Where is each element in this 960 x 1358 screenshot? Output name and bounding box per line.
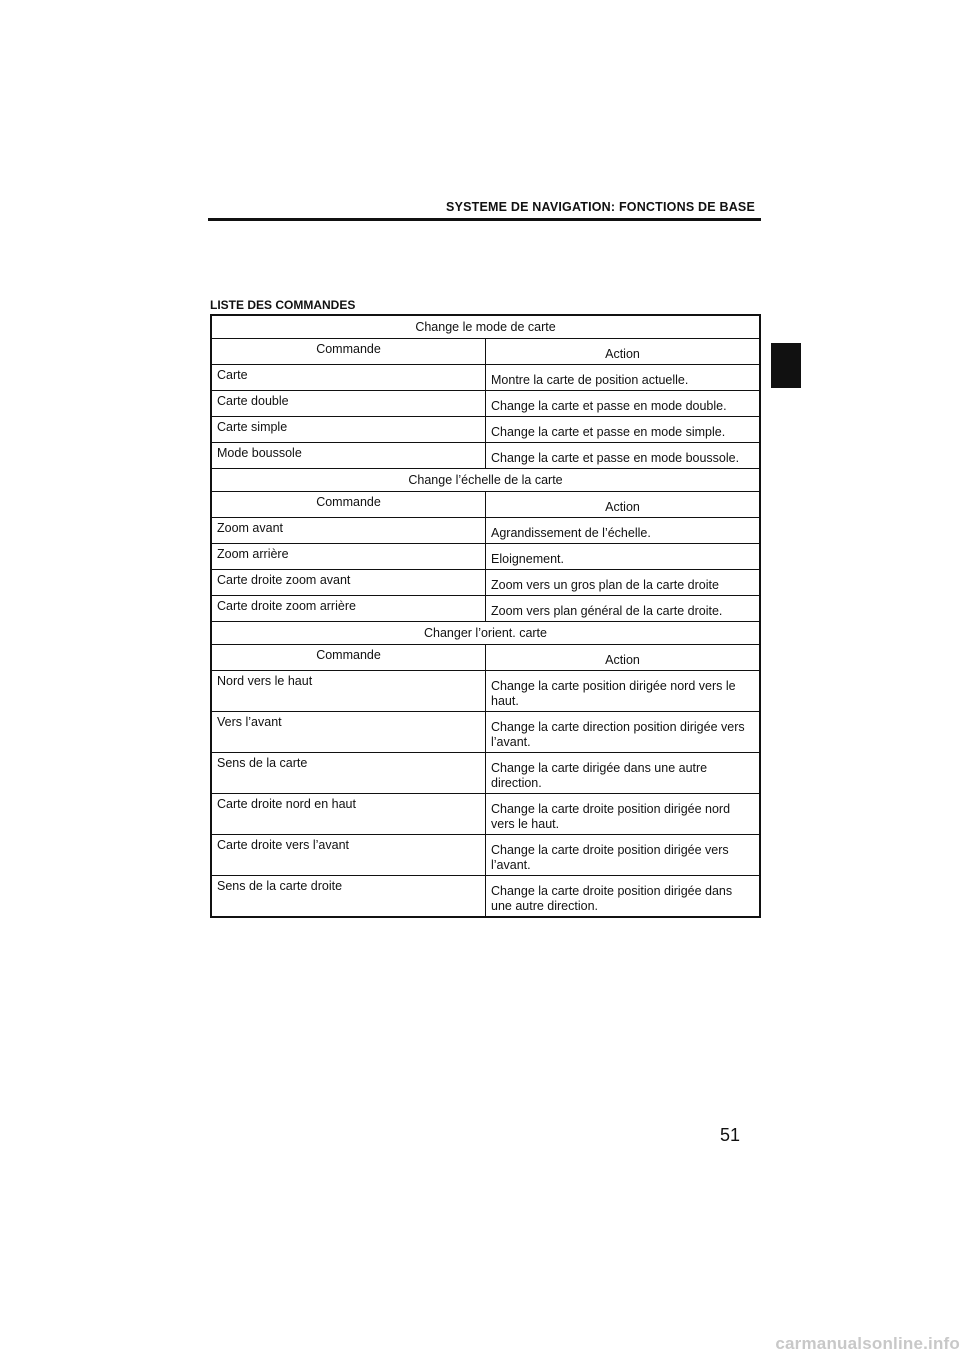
command-column-header: Commande [211,492,486,518]
command-cell: Carte droite vers l’avant [211,835,486,876]
section-title: LISTE DES COMMANDES [210,298,356,312]
command-cell: Carte simple [211,417,486,443]
command-cell: Vers l’avant [211,712,486,753]
command-cell: Carte double [211,391,486,417]
column-header-row [211,645,760,671]
table-row [211,391,760,417]
command-column-header: Commande [211,339,486,365]
table-row [211,712,760,753]
action-cell: Change la carte et passe en mode simple. [486,417,761,443]
group-header [211,622,760,645]
action-column-header: Action [486,645,761,671]
command-cell: Carte droite nord en haut [211,794,486,835]
command-cell: Nord vers le haut [211,671,486,712]
action-cell: Zoom vers plan général de la carte droite. [486,596,761,622]
command-cell: Carte [211,365,486,391]
action-cell: Eloignement. [486,544,761,570]
table-row [211,671,760,712]
running-header: SYSTEME DE NAVIGATION: FONCTIONS DE BASE [446,200,755,214]
action-cell: Change la carte dirigée dans une autre direction. [486,753,761,794]
action-cell: Change la carte droite position dirigée nord vers le haut. [486,794,761,835]
command-cell: Carte droite zoom avant [211,570,486,596]
table-row [211,443,760,469]
action-cell: Zoom vers un gros plan de la carte droite [486,570,761,596]
table-row [211,876,760,918]
header-rule [208,218,761,221]
page-number: 51 [720,1125,741,1145]
action-cell: Change la carte et passe en mode double. [486,391,761,417]
table-row [211,835,760,876]
command-column-header: Commande [211,645,486,671]
command-cell: Zoom avant [211,518,486,544]
table-row [211,596,760,622]
column-header-row [211,339,760,365]
group-title: Change l’échelle de la carte [211,469,760,492]
action-column-header: Action [486,492,761,518]
section-thumb-tab [771,343,801,388]
watermark: carmanualsonline.info [775,1334,960,1353]
action-cell: Change la carte position dirigée nord vers le haut. [486,671,761,712]
group-header [211,469,760,492]
action-cell: Change la carte droite position dirigée dans une autre direction. [486,876,761,918]
command-cell: Mode boussole [211,443,486,469]
table-row [211,544,760,570]
action-cell: Change la carte direction position dirigée vers l’avant. [486,712,761,753]
table-row [211,417,760,443]
action-cell: Montre la carte de position actuelle. [486,365,761,391]
group-header [211,315,760,339]
action-cell: Change la carte droite position dirigée vers l’avant. [486,835,761,876]
column-header-row [211,492,760,518]
table-row [211,365,760,391]
action-cell: Agrandissement de l’échelle. [486,518,761,544]
command-cell: Zoom arrière [211,544,486,570]
command-cell: Carte droite zoom arrière [211,596,486,622]
action-cell: Change la carte et passe en mode boussole. [486,443,761,469]
command-cell: Sens de la carte [211,753,486,794]
table-row [211,570,760,596]
command-cell: Sens de la carte droite [211,876,486,918]
table-row [211,794,760,835]
table-row [211,518,760,544]
action-column-header: Action [486,339,761,365]
table-row [211,753,760,794]
group-title: Changer l’orient. carte [211,622,760,645]
group-title: Change le mode de carte [211,315,760,339]
command-table [210,314,761,918]
